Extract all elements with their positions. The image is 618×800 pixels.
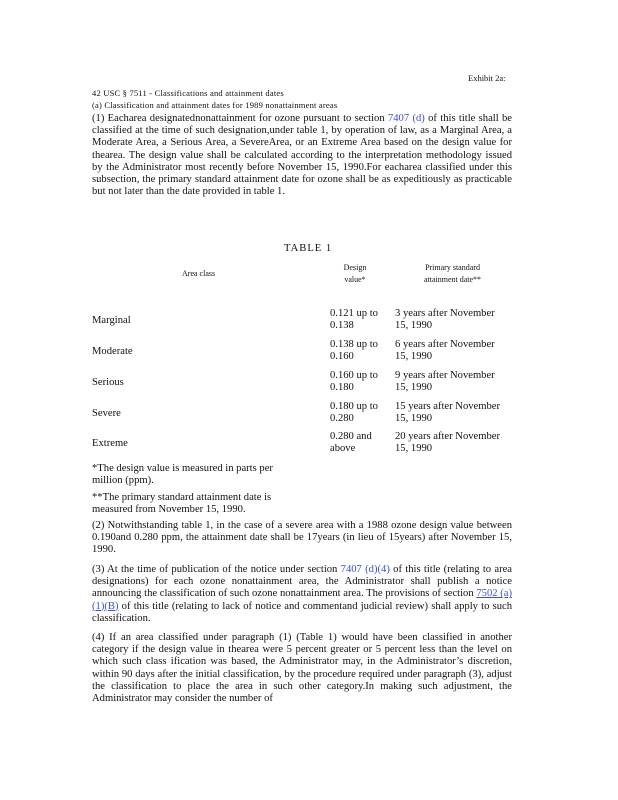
footnote-design-value: *The design value is measured in parts per million (ppm). (92, 463, 273, 487)
row-extreme-design-value: 0.280 and above (330, 431, 372, 455)
paragraph-1 (92, 113, 512, 198)
row-extreme-attainment-date: 20 years after November 15, 1990 (395, 431, 501, 455)
row-serious-class: Serious (92, 377, 124, 388)
header-attainment-date-line1: Primary standard (425, 263, 480, 272)
paragraph-4: (4) If an area classified under paragraph (1) (Table 1) would have been classified in another category if the design value in thearea were 5 percent greater or 5 percent less than the level on which such class ification was based, the Administrator may, in the Administrator’s discretion, within 90 days after the initial classification, by the procedure required under paragraph (3), adjust the classification to place the area in such other category.In making such adjustment, the Administrator may consider the number of (92, 632, 512, 705)
paragraph-2: (2) Notwithstanding table 1, in the case of a severe area with a 1988 ozone design value between 0.190and 0.280 ppm, the attainment date shall be 17years (in lieu of 15years) after November 15, 1990. (92, 520, 512, 556)
row-moderate-class: Moderate (92, 346, 133, 357)
exhibit-label: Exhibit 2a: (468, 73, 506, 83)
header-area-class: Area class (182, 269, 216, 278)
row-severe-attainment-date: 15 years after November 15, 1990 (395, 401, 501, 425)
row-extreme-class: Extreme (92, 438, 128, 449)
section-heading: 42 USC § 7511 - Classifications and attainment dates (92, 88, 284, 98)
row-serious-design-value: 0.160 up to 0.180 (330, 370, 378, 394)
link-7407-d[interactable]: 7407 (d) (387, 113, 425, 124)
link-7407-d-4[interactable]: 7407 (d)(4) (340, 564, 390, 575)
row-marginal-design-value: 0.121 up to 0.138 (330, 308, 378, 332)
link-7502-a-1-b[interactable]: 7502 (a)(1)(B) (92, 588, 513, 612)
row-serious-attainment-date: 9 years after November 15, 1990 (395, 370, 495, 394)
header-attainment-date (405, 262, 500, 286)
paragraph-3-text-b: of this title (relating to area designations) for each ozone nonattainment area, the Administrator shall publish a notice announcing the classification of such ozone nonattainment area. The provisions of section (92, 564, 512, 600)
paragraph-3 (92, 564, 512, 625)
header-design-value-line2: value* (344, 275, 366, 284)
row-severe-design-value: 0.180 up to 0.280 (330, 401, 378, 425)
footnote-attainment-date: **The primary standard attainment date is measured from November 15, 1990. (92, 492, 272, 516)
row-moderate-design-value: 0.138 up to 0.160 (330, 339, 378, 363)
paragraph-1-text-b: of this title shall be classified at the time of such designation,under table 1, by operation of law, as a Marginal Area, a Moderate Area, a Serious Area, a SevereArea, or an Extreme Area based on the design value for thearea. The design value shall be calculated according to the interpretation methodology issued by the Administrator most recently before November 15, 1990.For eacharea classified under this subsection, the primary standard attainment date for ozone shall be as expeditiously as practicable but not later than the date provided in table 1. (92, 113, 512, 198)
header-design-value-line1: Design (343, 263, 367, 272)
row-moderate-attainment-date: 6 years after November 15, 1990 (395, 339, 495, 363)
row-severe-class: Severe (92, 408, 121, 419)
paragraph-3-text-a: (3) At the time of publication of the notice under section (92, 564, 341, 575)
table-title: TABLE 1 (284, 243, 333, 254)
header-design-value (335, 262, 375, 286)
row-marginal-attainment-date: 3 years after November 15, 1990 (395, 308, 495, 332)
row-marginal-class: Marginal (92, 315, 131, 326)
paragraph-3-text-c: of this title (relating to lack of notice and commentand judicial review) shall apply to such classification. (92, 600, 512, 624)
subsection-heading: (a) Classification and attainment dates for 1989 nonattainment areas (92, 100, 338, 110)
header-attainment-date-line2: attainment date** (423, 275, 482, 284)
paragraph-1-text-a: (1) Eacharea designatednonattainment for ozone pursuant to section (92, 113, 388, 124)
